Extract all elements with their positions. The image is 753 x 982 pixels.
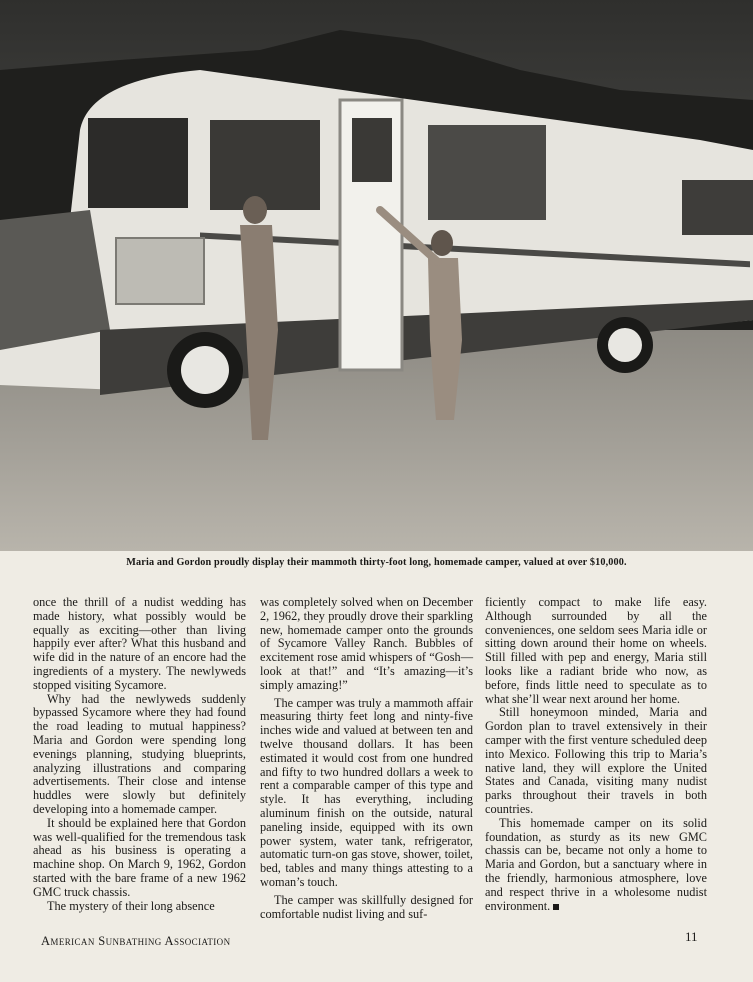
paragraph: The camper was truly a mammoth affair measuring thirty feet long and ninty-five inches wide and valued at between ten and twelve thousand dollars. It has been estimated it would cost from one hundred and fifty to two hundred dollars a week to rent a comparable camper of this type and style. It has everything, including aluminum finish on the outside, natural paneling inside, equipped with its own power system, water tank, refrigerator, automatic turn-on gas stove, shower, toilet, bed, tables and many things attesting to a woman’s touch. <box>260 695 473 889</box>
paragraph: ficiently compact to make life easy. Although surrounded by all the conveniences, one seldom sees Maria idle or sitting down around their home on wheels. Still filled with pep and energy, Maria still looks like a radiant bride who now, as before, finds little need to speculate as to what she’ll wear next around her home. <box>485 595 707 706</box>
paragraph: was completely solved when on December 2, 1962, they proudly drove their sparkling new, homemade camper onto the grounds of Sycamore Valley Ranch. Bubbles of excitement rose amid whispers of “Gosh—look at that!” and “It’s amazing—it’s simply amazing!” <box>260 595 473 692</box>
front-window <box>88 118 188 208</box>
end-of-article-mark <box>553 904 559 910</box>
paragraph: Why had the newlyweds suddenly bypassed Sycamore where they had found the road leading to mutual happiness? Maria and Gordon were spending long evenings planning, studying blueprints, analyzing illustrations and comparing advertisements. Their close and intense huddles were slowly but definitely developing into a homemade camper. <box>33 691 246 816</box>
rear-window <box>428 125 546 220</box>
page-number: 11 <box>685 929 698 944</box>
paragraph-text: This homemade camper on its solid foundation, as sturdy as its new GMC chassis can be, became not only a home to Maria and Gordon, but a sanctuary where in the friendly, harmonious atmosphere, love and respect thrive in a wholesome nudist environment. <box>485 815 707 913</box>
article-column-1 <box>33 596 246 913</box>
camper-front <box>0 210 110 350</box>
article-body <box>33 596 721 926</box>
vent-grille <box>116 238 204 304</box>
photo-caption: Maria and Gordon proudly display their mammoth thirty-foot long, homemade camper, valued at over $10,000. <box>126 557 627 568</box>
far-window <box>682 180 753 235</box>
paragraph: The camper was skillfully designed for comfortable nudist living and suf- <box>260 892 473 921</box>
paragraph <box>485 817 707 914</box>
side-window <box>210 120 320 210</box>
article-column-2 <box>260 596 473 921</box>
paragraph: once the thrill of a nudist wedding has made history, what possibly would be equally as exciting—other than living happily ever after? What this husband and wife did in the nature of an encore had the ingredients of a mystery. The newlyweds stopped visiting Sycamore. <box>33 595 246 692</box>
paragraph: The mystery of their long absence <box>47 898 215 913</box>
article-column-3 <box>485 596 707 913</box>
publisher-footer: American Sunbathing Association <box>41 934 231 948</box>
paragraph: Still honeymoon minded, Maria and Gordon plan to travel extensively in their camper with the first venture scheduled deep into Mexico. Following this trip to Maria’s native land, they will explore the United States and Canada, visiting many nudist parks throughout their travels in both countries. <box>485 705 707 816</box>
paragraph: It should be explained here that Gordon was well-qualified for the tremendous task ahead as his business is operating a machine shop. On March 9, 1962, Gordon started with the bare frame of a new 1962 GMC truck chassis. <box>33 815 246 899</box>
